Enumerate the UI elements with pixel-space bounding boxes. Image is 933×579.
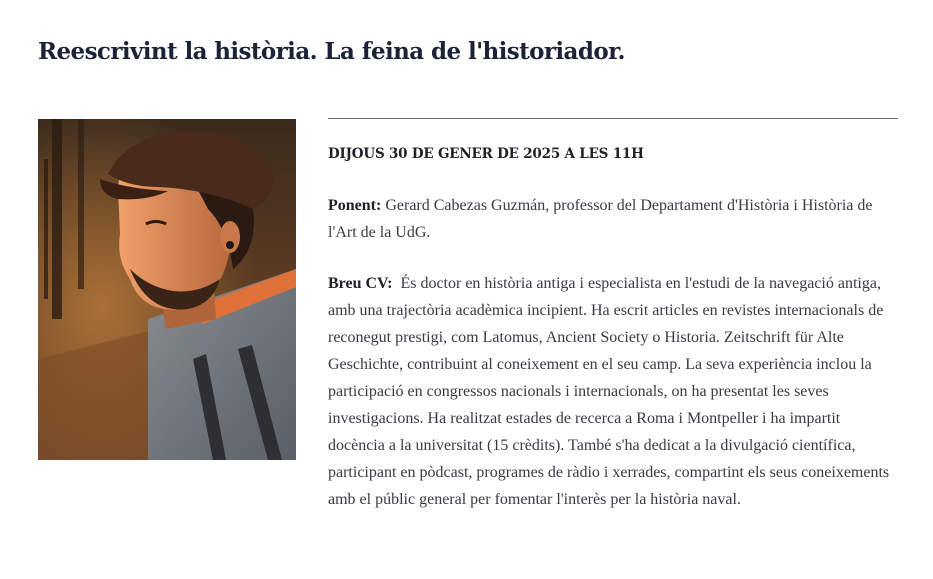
speaker-text: Gerard Cabezas Guzmán, professor del Departament d'Història i Història de l'Art de la UdG. [328,197,873,241]
event-date: DIJOUS 30 DE GENER DE 2025 A LES 11H [328,146,644,162]
cv-text: És doctor en història antiga i especialista en l'estudi de la navegació antiga, amb una trajectòria acadèmica incipient. Ha escrit articles en revistes internacionals de reconegut prestigi, com Latomus, Ancient Society o Historia. Zeitschrift für Alte Geschichte, contribuint al coneixement en el seu camp. La seva experiència inclou la participació en congressos nacionals i internacionals, on ha presentat les seves investigacions. Ha realitzat estades de recerca a Roma i Montpeller i ha impartit docència a la universitat (15 crèdits). També s'ha dedicat a la divulgació científica, participant en pòdcast, programes de ràdio i xerrades, compartint els seus coneixements amb el públic general per fomentar l'interès per la història naval. [328,275,890,508]
event-details [328,118,898,513]
cv-paragraph [328,270,898,513]
speaker-photo [38,119,296,460]
speaker-paragraph [328,192,898,246]
speaker-portrait-image [38,119,296,460]
speaker-label: Ponent: [328,197,382,214]
page-title: Reescrivint la història. La feina de l'historiador. [38,38,625,65]
cv-label: Breu CV: [328,275,393,292]
